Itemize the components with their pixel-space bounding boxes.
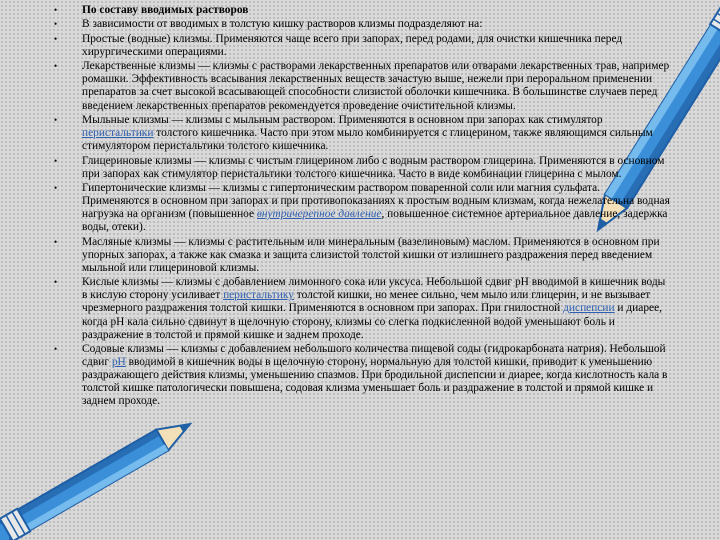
peristalsis-link[interactable]: перистальтики [82,127,154,140]
list-item [54,235,670,275]
item-text: Лекарственные клизмы — клизмы с растворами лекарственных препаратов или отварами лекарственных трав, например ромашки. Эффективность всасывания лекарственных веществ зачастую выше, нежели при пероральном применении препаратов за счет высокой всасывающей способности слизистой оболочки кишечника. В большинстве случаев перед введением лекарственных препаратов рекомендуется проведение очистительной клизмы. [82,60,670,112]
list-item [54,32,670,59]
item-text: Глицериновые клизмы — клизмы с чистым глицерином либо с водным раствором глицерина. Применяются в основном при запорах как стимулятор перистальтики толстого кишечника. Часто в виде комбинации глицерина с мылом. [82,154,665,180]
item-text: и диарее, когда рН кала сильно сдвинут в щелочную сторону, клизмы со слегка подкисленной водой уменьшают боль и раздражение в толстой и прямой кишке и заднем проходе. [82,302,662,341]
list-item [54,182,670,234]
item-text: , повышенное системное артериальное давление, задержка воды, отеки). [82,208,668,234]
item-text: Кислые клизмы — клизмы с добавлением лимонного сока или уксуса. Небольшой сдвиг рН вводимой в кишечник воды в кислую сторону усиливает [82,276,666,302]
bullet: • [54,5,58,15]
list-item [54,18,670,31]
item-text: В зависимости от вводимых в толстую кишку растворов клизмы подразделяют на: [82,18,483,31]
item-text: толстой кишки, но менее сильно, чем мыло или глицерин, и не вызывает чрезмерного раздражения толстой кишки. Применяются в основном при запорах. При гнилостной [82,289,651,315]
list-item [54,276,670,341]
list-item [54,60,670,112]
item-text: Простые (водные) клизмы. Применяются чаще всего при запорах, перед родами, для очистки кишечника перед хирургическими операциями. [82,32,623,58]
list-item [54,154,670,181]
item-text: Содовые клизмы — клизмы с добавлением небольшого количества пищевой соды (гидрокарбоната натрия). Небольшой сдвиг [82,343,666,369]
bullet: • [54,277,58,288]
section-heading: По составу вводимых растворов [82,4,249,16]
bullet: • [54,19,58,30]
item-text: Мыльные клизмы — клизмы с мыльным раствором. Применяются в основном при запорах как стимулятор [82,113,603,126]
ph-link[interactable]: рН [111,356,126,369]
bullet: • [54,114,58,125]
bullet: • [54,155,58,166]
bullet: • [54,183,58,193]
list-item [54,113,670,153]
enema-types-list [54,4,670,410]
item-text: вводимой в кишечник воды в щелочную сторону, нормальную для толстой кишки, приводит к уменьшению раздражающего действия клизмы, уменьшению спазмов. При бродильной диспепсии и диарее, когда кислотность кала в толстой кишке патологически повышена, содовая клизма уменьшает боль и раздражение в толстой и прямой кишке и заднем проходе. [82,356,668,408]
dyspepsia-link[interactable]: диспепсии [563,302,615,315]
intracranial-pressure-link[interactable]: внутричерепное давление [256,208,382,221]
item-text: Масляные клизмы — клизмы с растительным или минеральным (вазелиновым) маслом. Применяются в основном при упорных запорах, а также как смазка и защита слизистой толстой кишки от излишнего раздражения перед введением мыльной или глицериновой клизмы. [82,235,660,274]
bullet: • [54,344,58,355]
pencil-left-icon [0,420,200,540]
list-item [54,343,670,408]
bullet: • [54,236,58,247]
bullet: • [54,61,58,72]
peristalsis-link[interactable]: перистальтику [223,289,294,302]
item-text: толстого кишечника. Часто при этом мыло комбинируется с глицерином, также являющимся сильным стимулятором перистальтики толстого кишечника. [82,127,653,153]
list-item-heading [54,4,670,17]
bullet: • [54,33,58,44]
item-text: Гипертонические клизмы — клизмы с гипертоническим раствором поваренной соли или магния сульфата. Применяются в основном при запорах и при противопоказаниях к простым водным клизмам, когда нежелательна водная нагрузка на организм (повышенное [82,182,670,221]
